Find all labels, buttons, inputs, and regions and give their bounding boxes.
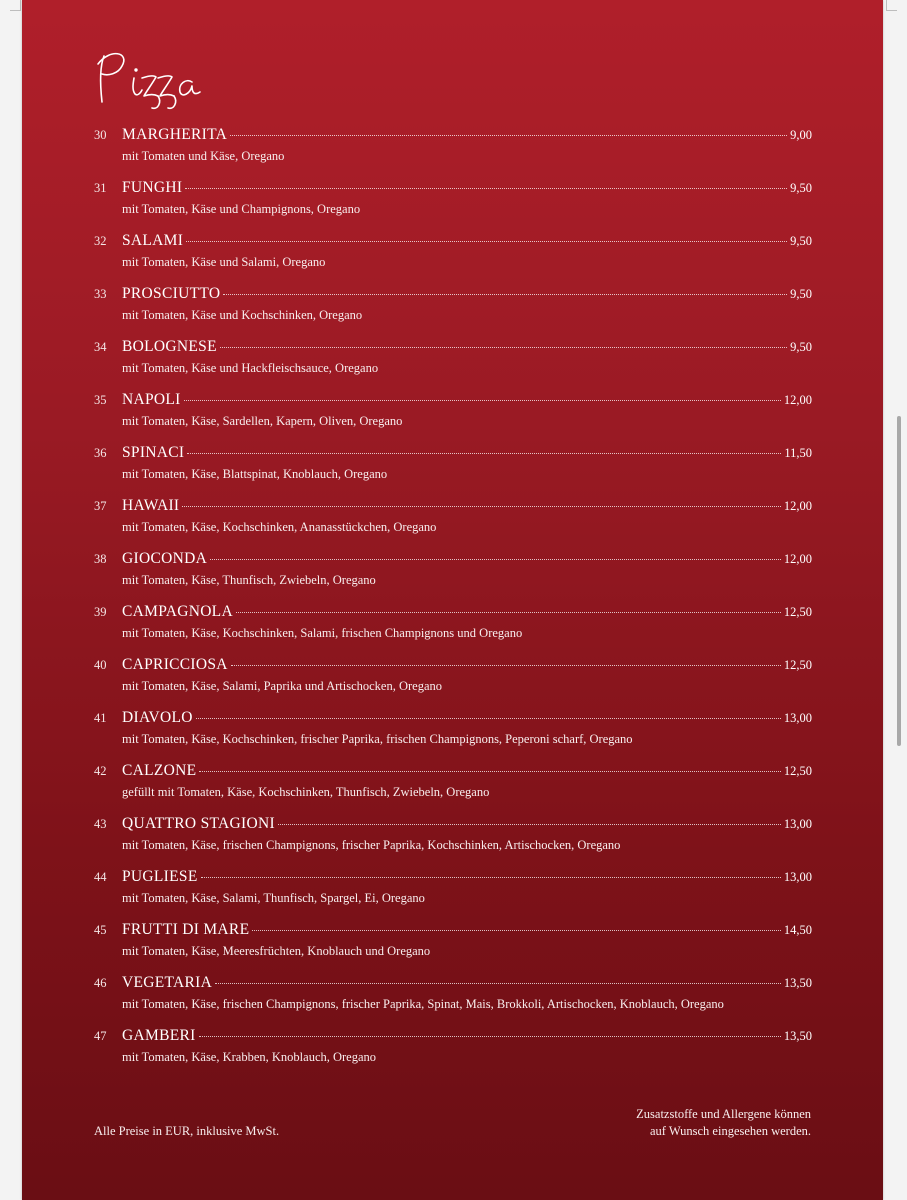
dot-leader <box>186 241 787 242</box>
item-number: 47 <box>94 1029 107 1043</box>
dot-leader <box>182 506 781 507</box>
item-name: MARGHERITA <box>122 126 228 143</box>
menu-item <box>94 497 812 550</box>
item-number: 43 <box>94 817 107 831</box>
menu-list <box>94 126 812 1080</box>
menu-item <box>94 815 812 868</box>
item-number: 41 <box>94 711 107 725</box>
menu-item <box>94 285 812 338</box>
item-name: CALZONE <box>122 762 197 779</box>
menu-page <box>22 0 883 1200</box>
menu-item-row <box>94 656 812 676</box>
item-price: 11,50 <box>784 446 812 460</box>
item-description: mit Tomaten, Käse, Kochschinken, Salami, frischen Champignons und Oregano <box>122 626 523 640</box>
dot-leader <box>220 347 787 348</box>
menu-item-row <box>94 391 812 411</box>
crop-mark-right <box>886 0 897 11</box>
item-name: CAPRICCIOSA <box>122 656 228 673</box>
item-number: 32 <box>94 234 107 248</box>
menu-item-row <box>94 815 812 835</box>
menu-item <box>94 656 812 709</box>
item-price: 12,50 <box>783 658 812 672</box>
item-price: 12,00 <box>783 552 812 566</box>
item-number: 40 <box>94 658 107 672</box>
item-number: 31 <box>94 181 107 195</box>
menu-item <box>94 391 812 444</box>
menu-item-row <box>94 179 812 199</box>
item-number: 44 <box>94 870 107 884</box>
item-price: 9,50 <box>790 340 812 354</box>
dot-leader <box>252 930 781 931</box>
item-description: mit Tomaten, Käse, Sardellen, Kapern, Oliven, Oregano <box>122 414 403 428</box>
item-description: mit Tomaten, Käse, Kochschinken, frischer Paprika, frischen Champignons, Peperoni scharf, Oregano <box>122 732 633 746</box>
item-name: GAMBERI <box>122 1027 196 1044</box>
item-price: 12,00 <box>783 393 812 407</box>
menu-item <box>94 762 812 815</box>
menu-item-row <box>94 232 812 252</box>
menu-item-row <box>94 709 812 729</box>
item-description: mit Tomaten und Käse, Oregano <box>122 149 285 163</box>
dot-leader <box>187 453 781 454</box>
menu-item-row <box>94 762 812 782</box>
item-description: gefüllt mit Tomaten, Käse, Kochschinken, Thunfisch, Zwiebeln, Oregano <box>122 785 490 799</box>
item-price: 9,50 <box>790 181 812 195</box>
item-price: 13,50 <box>783 976 812 990</box>
item-description: mit Tomaten, Käse, frischen Champignons, frischer Paprika, Kochschinken, Artischocken, Oregano <box>122 838 621 852</box>
item-description: mit Tomaten, Käse und Champignons, Oregano <box>122 202 361 216</box>
item-price: 12,50 <box>783 605 812 619</box>
menu-item <box>94 126 812 179</box>
menu-item <box>94 338 812 391</box>
item-name: PUGLIESE <box>122 868 198 885</box>
item-price: 9,00 <box>790 128 812 142</box>
item-number: 46 <box>94 976 107 990</box>
menu-item <box>94 550 812 603</box>
dot-leader <box>223 294 787 295</box>
dot-leader <box>201 877 781 878</box>
item-name: VEGETARIA <box>122 974 213 991</box>
item-description: mit Tomaten, Käse und Kochschinken, Oregano <box>122 308 363 322</box>
item-description: mit Tomaten, Käse und Hackfleischsauce, Oregano <box>122 361 379 375</box>
dot-leader <box>231 665 781 666</box>
item-name: NAPOLI <box>122 391 181 408</box>
crop-mark-left <box>10 0 21 11</box>
menu-item <box>94 1027 812 1080</box>
menu-item-row <box>94 550 812 570</box>
menu-item <box>94 868 812 921</box>
item-price: 12,00 <box>783 499 812 513</box>
item-price: 13,00 <box>783 711 812 725</box>
item-number: 38 <box>94 552 107 566</box>
dot-leader <box>196 718 781 719</box>
item-number: 36 <box>94 446 107 460</box>
dot-leader <box>199 771 780 772</box>
item-number: 35 <box>94 393 107 407</box>
allergen-note <box>636 1106 811 1140</box>
item-description: mit Tomaten, Käse, Kochschinken, Ananasstückchen, Oregano <box>122 520 437 534</box>
dot-leader <box>184 400 781 401</box>
item-price: 9,50 <box>790 234 812 248</box>
menu-item <box>94 232 812 285</box>
menu-item-row <box>94 1027 812 1047</box>
item-name: FRUTTI DI MARE <box>122 921 250 938</box>
menu-item-row <box>94 285 812 305</box>
menu-item-row <box>94 868 812 888</box>
menu-item <box>94 179 812 232</box>
dot-leader <box>210 559 781 560</box>
menu-item-row <box>94 921 812 941</box>
dot-leader <box>185 188 787 189</box>
item-price: 14,50 <box>783 923 812 937</box>
item-number: 30 <box>94 128 107 142</box>
item-number: 33 <box>94 287 107 301</box>
pizza-script-heading <box>92 44 232 114</box>
menu-item-row <box>94 126 812 146</box>
menu-item <box>94 709 812 762</box>
item-number: 45 <box>94 923 107 937</box>
dot-leader <box>215 983 781 984</box>
item-name: PROSCIUTTO <box>122 285 221 302</box>
item-number: 42 <box>94 764 107 778</box>
prices-note: Alle Preise in EUR, inklusive MwSt. <box>94 1124 280 1138</box>
item-name: HAWAII <box>122 497 180 514</box>
item-description: mit Tomaten, Käse und Salami, Oregano <box>122 255 326 269</box>
menu-item-row <box>94 444 812 464</box>
item-name: CAMPAGNOLA <box>122 603 233 620</box>
item-name: QUATTRO STAGIONI <box>122 815 275 832</box>
item-number: 34 <box>94 340 107 354</box>
menu-item <box>94 921 812 974</box>
dot-leader <box>236 612 781 613</box>
menu-item-row <box>94 338 812 358</box>
scrollbar-thumb[interactable] <box>897 416 901 746</box>
menu-item-row <box>94 974 812 994</box>
item-price: 9,50 <box>790 287 812 301</box>
item-name: GIOCONDA <box>122 550 208 567</box>
item-name: SALAMI <box>122 232 184 249</box>
item-description: mit Tomaten, Käse, Thunfisch, Zwiebeln, Oregano <box>122 573 376 587</box>
menu-item <box>94 444 812 497</box>
item-description: mit Tomaten, Käse, Salami, Paprika und Artischocken, Oregano <box>122 679 443 693</box>
item-description: mit Tomaten, Käse, frischen Champignons, frischer Paprika, Spinat, Mais, Brokkoli, Artischocken, Knoblauch, Oregano <box>122 997 724 1011</box>
menu-item <box>94 603 812 656</box>
item-description: mit Tomaten, Käse, Meeresfrüchten, Knoblauch und Oregano <box>122 944 431 958</box>
item-price: 13,00 <box>783 870 812 884</box>
item-price: 12,50 <box>783 764 812 778</box>
item-price: 13,50 <box>783 1029 812 1043</box>
item-description: mit Tomaten, Käse, Blattspinat, Knoblauch, Oregano <box>122 467 388 481</box>
dot-leader <box>230 135 787 136</box>
item-description: mit Tomaten, Käse, Krabben, Knoblauch, Oregano <box>122 1050 377 1064</box>
menu-item <box>94 974 812 1027</box>
item-name: FUNGHI <box>122 179 183 196</box>
item-price: 13,00 <box>783 817 812 831</box>
allergen-note-line-1: Zusatzstoffe und Allergene können <box>636 1107 811 1121</box>
item-name: SPINACI <box>122 444 185 461</box>
item-number: 37 <box>94 499 107 513</box>
section-heading <box>92 44 232 114</box>
allergen-note-line-2: auf Wunsch eingesehen werden. <box>649 1124 811 1138</box>
item-number: 39 <box>94 605 107 619</box>
dot-leader <box>199 1036 781 1037</box>
menu-item-row <box>94 497 812 517</box>
menu-item-row <box>94 603 812 623</box>
item-name: BOLOGNESE <box>122 338 217 355</box>
item-name: DIAVOLO <box>122 709 193 726</box>
dot-leader <box>278 824 781 825</box>
item-description: mit Tomaten, Käse, Salami, Thunfisch, Spargel, Ei, Oregano <box>122 891 425 905</box>
